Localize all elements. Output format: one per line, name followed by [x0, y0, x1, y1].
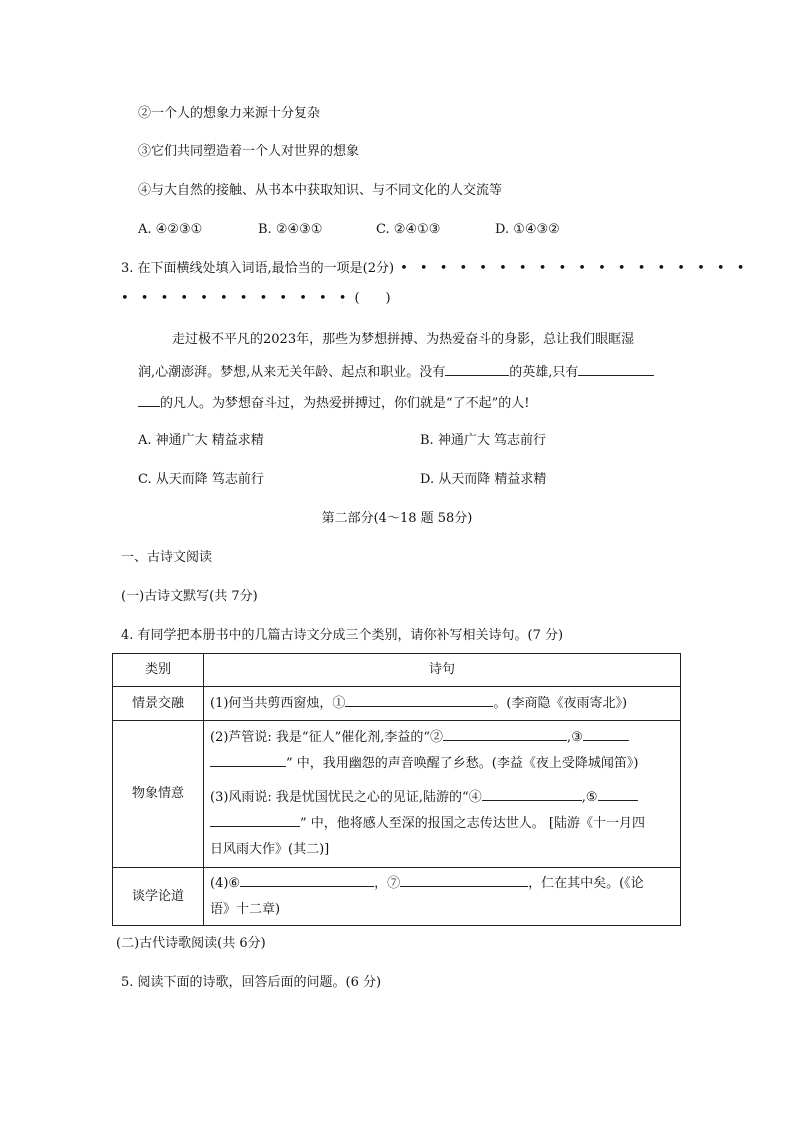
- q2-option-a: A. ④②③①: [138, 222, 203, 237]
- verse-text: 。(李商隐《夜雨寄北》): [493, 695, 628, 711]
- blank-3-end[interactable]: [210, 752, 286, 767]
- verse-text: ，仁在其中矣。(《论: [528, 875, 644, 891]
- table-row: [113, 721, 681, 868]
- q3-blank-1[interactable]: [445, 361, 509, 376]
- verse-cell: [204, 721, 681, 868]
- verse-line: 语》十二章): [210, 901, 281, 917]
- verse-line: 日风雨大作》(其二)]: [210, 842, 330, 857]
- section-classical-reading: 一、古诗文阅读: [121, 550, 213, 565]
- q2-item-2: ②一个人的想象力来源十分复杂: [138, 106, 321, 121]
- q2-item-4: ④与大自然的接触、从书本中获取知识、与不同文化的人交流等: [138, 183, 503, 198]
- q3-passage-text-a: 润,心潮澎湃。梦想,从来无关年龄、起点和职业。没有: [138, 365, 446, 380]
- q3-stem-cont: [121, 289, 391, 309]
- q3-passage-text-b: 的英雄,只有: [509, 365, 579, 380]
- verse-line: [210, 691, 674, 717]
- subsection-recitation: (一)古诗文默写(共 7分): [121, 589, 258, 604]
- verse-text: ” 中，他将感人至深的报国之志传达世人。 [陆游《十一月四: [300, 816, 645, 831]
- blank-5-end[interactable]: [210, 812, 300, 827]
- q3-passage-text-c: 的凡人。为梦想奋斗过，为热爱拼搏过，你们就是“了不起”的人!: [160, 396, 530, 411]
- q3-blank-2-start[interactable]: [578, 361, 654, 376]
- verse-line: [210, 871, 674, 897]
- q2-option-b: B. ②④③①: [258, 222, 323, 237]
- q3-stem-text: 3. 在下面横线处填入词语,最恰当的一项是(2分): [121, 261, 395, 276]
- verse-text: (1)何当共剪西窗烛，①: [210, 695, 346, 711]
- verse-text: (4)⑥: [210, 875, 241, 891]
- blank-3-start[interactable]: [583, 726, 629, 741]
- q3-answer-paren: ( ): [354, 291, 391, 306]
- q3-passage-line-3: [138, 392, 530, 414]
- q2-item-3: ③它们共同塑造着一个人对世界的想象: [138, 144, 360, 159]
- category-cell: 物象情意: [113, 721, 204, 868]
- header-verse: 诗句: [204, 654, 681, 687]
- blank-5-start[interactable]: [598, 786, 638, 801]
- verse-line: [210, 785, 674, 811]
- header-category: 类别: [113, 654, 204, 687]
- blank-7[interactable]: [400, 872, 528, 887]
- verse-line: [210, 725, 674, 751]
- q3-option-c: C. 从天而降 笃志前行: [138, 472, 264, 487]
- table-header-row: [113, 654, 681, 687]
- q5-stem: 5. 阅读下面的诗歌，回答后面的问题。(6 分): [121, 975, 382, 990]
- q3-stem: [121, 259, 748, 279]
- verse-line: [210, 811, 674, 837]
- q3-passage-line-2: [138, 361, 654, 383]
- q3-option-a: A. 神通广大 精益求精: [138, 433, 264, 448]
- verse-line: [210, 751, 674, 777]
- category-cell: 情景交融: [113, 687, 204, 721]
- part2-title: 第二部分(4～18 题 58分): [321, 511, 473, 526]
- poem-table: [112, 653, 681, 926]
- verse-text: (3)风雨说: 我是忧国忧民之心的见证,陆游的“④: [210, 790, 482, 805]
- verse-cell: [204, 687, 681, 721]
- blank-6[interactable]: [240, 872, 374, 887]
- verse-text: (2)芦管说: 我是“征人”催化剂,李益的“②: [210, 730, 443, 745]
- q3-passage-line-1: 走过极不平凡的2023年，那些为梦想拼搏、为热爱奋斗的身影，总让我们眼眶湿: [172, 332, 635, 347]
- q3-option-d: D. 从天而降 精益求精: [420, 472, 547, 487]
- q3-option-b: B. 神通广大 笃志前行: [420, 433, 546, 448]
- table-row: [113, 868, 681, 926]
- blank-2[interactable]: [443, 726, 567, 741]
- q3-emphasis-dots-2: • • • • • • • • • • • •: [121, 291, 351, 306]
- blank-1[interactable]: [345, 692, 493, 707]
- table-row: [113, 687, 681, 721]
- verse-text: ,⑤: [581, 790, 598, 805]
- verse-cell: [204, 868, 681, 926]
- category-cell: 谈学论道: [113, 868, 204, 926]
- verse-text: ” 中，我用幽怨的声音唤醒了乡愁。(李益《夜上受降城闻笛》): [286, 756, 639, 771]
- verse-text: ,③: [567, 730, 583, 745]
- verse-text: ，⑦: [374, 875, 401, 891]
- q3-blank-2-end[interactable]: [138, 392, 160, 407]
- q2-option-c: C. ②④①③: [376, 222, 441, 237]
- q4-stem: 4. 有同学把本册书中的几篇古诗文分成三个类别，请你补写相关诗句。(7 分): [121, 628, 564, 643]
- q3-emphasis-dots-1: • • • • • • • • • • • • • • • • • •: [400, 261, 749, 276]
- subsection-poetry-reading: (二)古代诗歌阅读(共 6分): [116, 936, 266, 951]
- q2-option-d: D. ①④③②: [495, 222, 560, 237]
- blank-4[interactable]: [482, 786, 582, 801]
